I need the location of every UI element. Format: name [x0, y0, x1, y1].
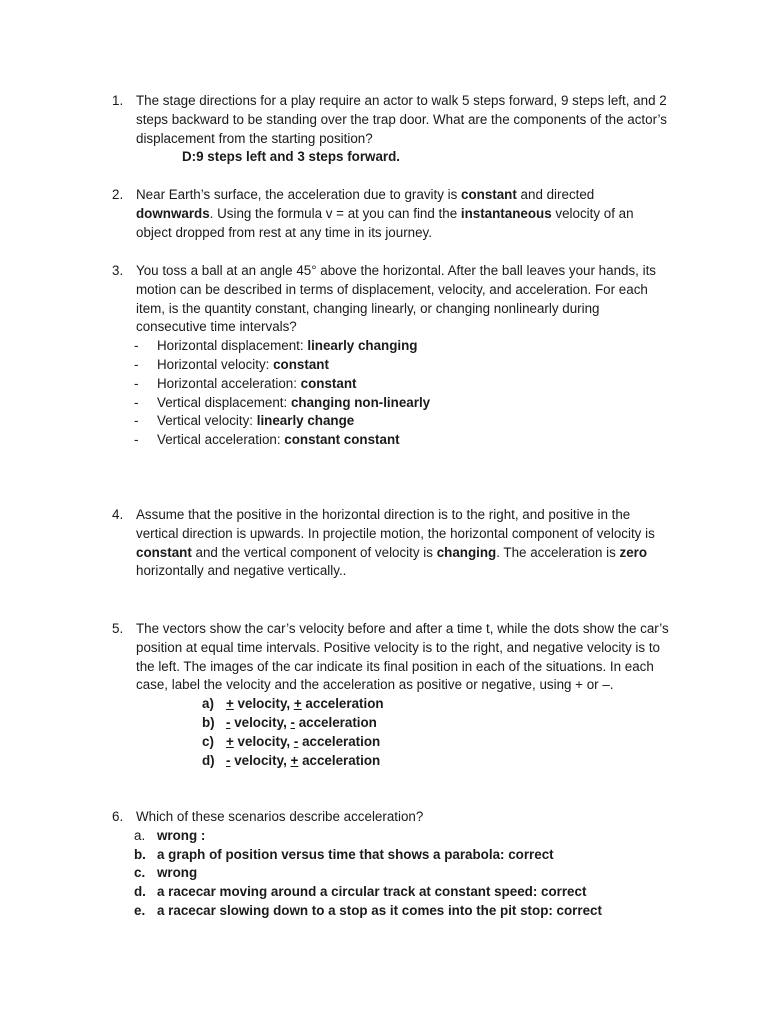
item-marker: d. — [134, 884, 146, 900]
list-item — [112, 394, 672, 413]
acceleration-sign: + — [290, 752, 299, 768]
question-text: You toss a ball at an angle 45° above the horizontal. After the ball leaves your hands, its motion can be described in terms of displacement, velocity, and acceleration. For each item, is the quantity constant, changing linearly, or changing nonlinearly during consecutive time intervals? — [136, 263, 656, 335]
list-item — [112, 733, 672, 752]
item-label: Horizontal displacement: — [157, 338, 308, 354]
list-item — [112, 356, 672, 375]
answer-bold: zero — [619, 544, 648, 560]
item-marker: a) — [202, 696, 214, 712]
question-4 — [112, 506, 672, 581]
question-6 — [112, 808, 672, 921]
acceleration-label: acceleration — [294, 714, 377, 730]
list-item — [112, 431, 672, 450]
question-number: 1. — [112, 93, 124, 108]
item-marker: b. — [134, 846, 146, 862]
question-text: The vectors show the car’s velocity before and after a time t, while the dots show the car’s position at equal time intervals. Positive velocity is to the right, and negative velocity is to the left. The images of the car indicate its final position in each of the situations. In each case, label the velocity and the acceleration as positive or negative, using + or –. — [136, 621, 669, 693]
question-text: The stage directions for a play require an actor to walk 5 steps forward, 9 steps left, and 2 steps backward to be standing over the trap door. What are the components of the actor’s displacement from the starting position? — [136, 93, 667, 146]
acceleration-label: acceleration — [298, 752, 381, 768]
text-segment: and the vertical component of velocity is — [191, 544, 437, 560]
item-answer: linearly change — [256, 413, 355, 429]
answer-list — [112, 695, 672, 770]
question-3 — [112, 262, 672, 450]
text-segment: Assume that the positive in the horizontal direction is to the right, and positive in the vertical direction is upwards. In projectile motion, the horizontal component of velocity is — [136, 507, 655, 541]
answer-bold: instantaneous — [460, 205, 552, 221]
velocity-label: velocity, — [233, 733, 294, 749]
text-segment: . Using the formula v = at you can find the — [209, 205, 461, 221]
text-segment: velocity of an object dropped from rest at any time in its journey. — [136, 205, 634, 240]
item-marker: e. — [134, 902, 146, 918]
list-item — [112, 827, 672, 846]
answer-list — [112, 827, 672, 921]
velocity-sign: - — [226, 714, 231, 730]
text-segment: and directed — [516, 187, 595, 202]
list-item — [112, 752, 672, 771]
question-1 — [112, 92, 672, 167]
item-marker: c) — [202, 733, 214, 749]
velocity-label: velocity, — [233, 696, 294, 712]
list-item — [112, 412, 672, 431]
item-marker: d) — [202, 752, 215, 768]
list-item — [112, 337, 672, 356]
question-number: 5. — [112, 621, 124, 636]
dash-marker: - — [134, 375, 139, 391]
list-item — [112, 695, 672, 714]
list-item — [112, 864, 672, 883]
acceleration-sign: - — [293, 733, 299, 749]
answer-bold: changing — [436, 544, 497, 560]
item-answer: changing non-linearly — [290, 394, 431, 410]
question-number: 6. — [112, 809, 124, 824]
acceleration-sign: - — [290, 714, 295, 730]
velocity-sign: - — [226, 752, 231, 768]
question-2 — [112, 186, 672, 242]
question-text — [136, 186, 672, 242]
velocity-label: velocity, — [230, 752, 291, 768]
list-item — [112, 714, 672, 733]
question-number: 3. — [112, 263, 124, 278]
text-segment: . The acceleration is — [496, 544, 620, 560]
question-text: Which of these scenarios describe acceleration? — [136, 809, 424, 824]
item-label: Horizontal acceleration: — [157, 375, 301, 391]
item-text: wrong — [157, 865, 198, 881]
acceleration-label: acceleration — [301, 696, 384, 712]
answer-bold: downwards — [136, 205, 210, 221]
dash-marker: - — [134, 338, 139, 354]
velocity-label: velocity, — [230, 714, 291, 730]
item-answer: constant — [300, 375, 357, 391]
text-segment: Near Earth’s surface, the acceleration due to gravity is — [136, 187, 462, 202]
list-item — [112, 846, 672, 865]
item-text: wrong : — [157, 827, 206, 843]
item-label: Horizontal velocity: — [157, 356, 274, 372]
item-marker: b) — [202, 714, 215, 730]
item-text: a racecar moving around a circular track at constant speed: correct — [157, 884, 587, 900]
item-answer: linearly changing — [307, 338, 418, 354]
item-marker: a. — [134, 827, 146, 843]
item-answer: constant constant — [284, 432, 400, 448]
item-text: a graph of position versus time that shows a parabola: correct — [157, 846, 554, 862]
velocity-sign: + — [226, 696, 234, 712]
question-number: 2. — [112, 187, 124, 202]
dash-marker: - — [134, 356, 139, 372]
question-text — [136, 506, 672, 581]
list-item — [112, 375, 672, 394]
acceleration-label: acceleration — [298, 733, 381, 749]
answer-bold: constant — [461, 187, 517, 202]
item-text: a racecar slowing down to a stop as it comes into the pit stop: correct — [157, 902, 602, 918]
answer-bold: constant — [136, 544, 192, 560]
item-label: Vertical displacement: — [157, 394, 291, 410]
dash-marker: - — [134, 394, 139, 410]
item-marker: c. — [134, 865, 146, 881]
acceleration-sign: + — [293, 696, 302, 712]
item-label: Vertical acceleration: — [157, 432, 285, 448]
answer-list — [112, 337, 672, 450]
dash-marker: - — [134, 432, 139, 448]
dash-marker: - — [134, 413, 139, 429]
velocity-sign: + — [226, 733, 234, 749]
text-segment: horizontally and negative vertically.. — [136, 563, 347, 579]
question-number: 4. — [112, 507, 124, 522]
answer-text: D:9 steps left and 3 steps forward. — [182, 149, 401, 165]
question-5 — [112, 620, 672, 770]
list-item — [112, 902, 672, 921]
item-label: Vertical velocity: — [157, 413, 257, 429]
list-item — [112, 883, 672, 902]
item-answer: constant — [273, 356, 329, 372]
